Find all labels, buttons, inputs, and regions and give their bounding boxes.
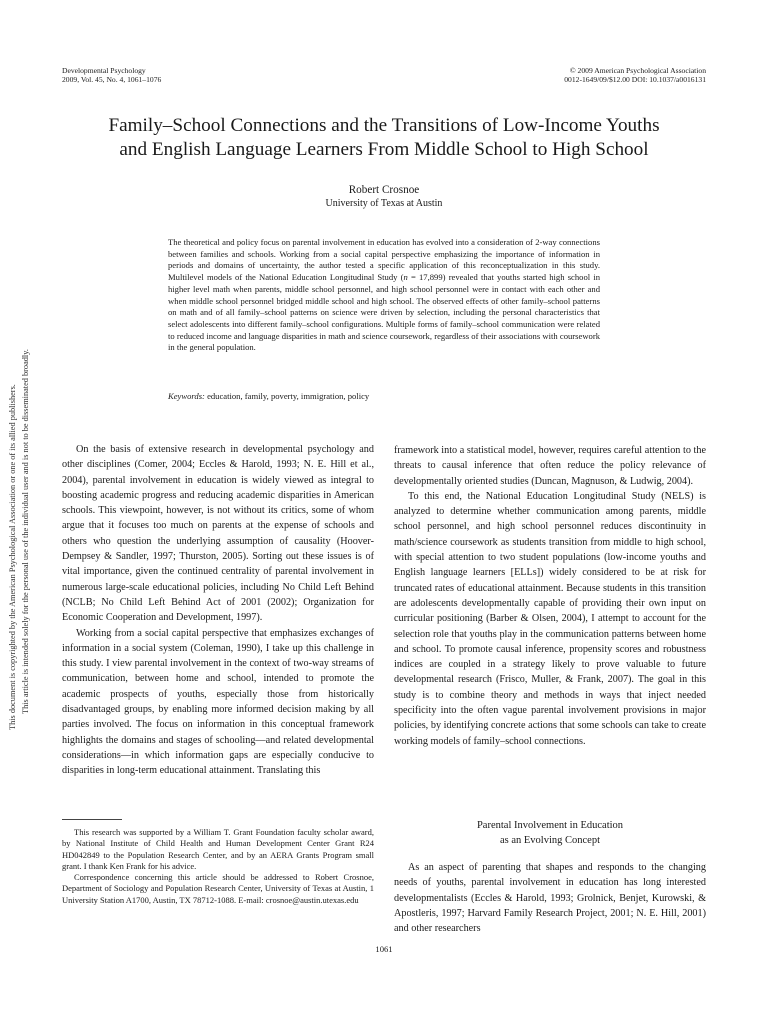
title-line-2: and English Language Learners From Middle School to High School	[119, 138, 649, 160]
abstract-part-2: = 17,899) revealed that youths started high school in higher level math when parents, middle school personnel, and high school personnel were in contact with each other and when middle school personnel bridged middle school and high school. The observed effects of other family–school patterns on math and of all family–school patterns on science were driven by selection, including the personal characteristics that select adolescents into different family–school configurations. Multiple forms of family–school communication were related to reduced income and language disparities in math and science coursework, regardless of their associations with coursework in the general population.	[168, 272, 601, 353]
copyright-notice-vertical-1: This document is copyrighted by the American Psychological Association or one of its allied publishers.	[8, 384, 17, 730]
article-title	[40, 114, 728, 161]
abstract	[168, 237, 600, 354]
running-header-right	[564, 66, 706, 84]
section-heading-line-2: as an Evolving Concept	[499, 835, 601, 846]
abstract-n-symbol: n	[403, 272, 408, 283]
body-column-left	[62, 442, 374, 779]
keywords-label: Keywords:	[168, 391, 205, 401]
running-header-left	[62, 66, 161, 84]
paragraph: As an aspect of parenting that shapes and responds to the changing needs of youths, parental involvement in education has long interested developmentalists (Eccles & Harold, 1993; Grolnick, Benjet, Kurowski, & Apostleris, 1997; Harvard Family Research Project, 2001; N. E. Hill, 2001) and other researchers	[394, 862, 706, 935]
section-heading	[394, 818, 706, 848]
journal-name: Developmental Psychology	[62, 66, 146, 75]
paragraph: To this end, the National Education Longitudinal Study (NELS) is analyzed to determine whether communication among parents, middle school personnel, and high school personnel reduces discontinuity in math/science coursework as students transition from middle to high school, with special attention to two student populations (low-income youths and English language learners [ELLs]) widely considered to be at risk for truncated rates of educational attainment. Because students in this transition are adolescents developmentally capable of providing their own input on curricular positioning (Barber & Olsen, 2004), I attempt to account for the selection role that youths play in the communication patterns between home and school. To promote causal inference, propensity scores and robustness indices are coupled in a strategy likely to prove valuable to future developmental research (Frisco, Muller, & Frank, 2007). The goal in this study is to combine theory and methods in ways that inject needed specificity into the often vague parental involvement provisions in major policies, by identifying concrete actions that some schools can take to create working models of family–school connections.	[394, 490, 706, 747]
page-number: 1061	[375, 944, 393, 954]
paragraph: Working from a social capital perspective that emphasizes exchanges of information in a social system (Coleman, 1990), I take up this challenge in this study. I view parental involvement in the context of two-way streams of communication, between home and school, intended to promote the academic prospects of youths, especially those from historically disadvantaged groups, by enabling more informed decision making by all parties involved. The focus on information in this conceptual framework highlights the domains and stages of schooling—and related developmental considerations—in which information gaps are especially conducive to disparities in long-term educational attainment. Translating this	[62, 627, 374, 777]
volume-info: 2009, Vol. 45, No. 4, 1061–1076	[62, 75, 162, 84]
body-column-right	[394, 443, 706, 749]
funding-footnote: This research was supported by a William T. Grant Foundation faculty scholar award, by National Institute of Child Health and Human Development Center Grant R24 HD042849 to the Population Research Center, and by an AERA Grants Program small grant. I thank Ken Frank for his advice.	[62, 827, 374, 871]
copyright-notice-vertical-2: This article is intended solely for the personal use of the individual user and is not to be disseminated broadly.	[21, 349, 30, 714]
copyright-line: © 2009 American Psychological Association	[569, 66, 706, 75]
paragraph: framework into a statistical model, however, requires careful attention to the threats to causal inference that often reduce the policy relevance of developmentally oriented studies (Duncan, Magnuson, & Ludwig, 2004).	[394, 445, 706, 487]
title-line-1: Family–School Connections and the Transitions of Low-Income Youths	[108, 115, 660, 136]
keywords	[168, 391, 600, 402]
section-heading-line-1: Parental Involvement in Education	[476, 820, 624, 831]
doi-line: 0012-1649/09/$12.00 DOI: 10.1037/a0016131	[564, 75, 706, 84]
footnotes	[62, 827, 374, 906]
keywords-list: education, family, poverty, immigration, policy	[204, 391, 370, 401]
author-name: Robert Crosnoe	[348, 184, 420, 196]
body-column-right-continued	[394, 860, 706, 936]
correspondence-footnote: Correspondence concerning this article should be addressed to Robert Crosnoe, Department of Sociology and Population Research Center, University of Texas at Austin, 1 University Station A1700, Austin, TX 78712-1088. E-mail: crosnoe@austin.utexas.edu	[62, 872, 374, 905]
author-affiliation: University of Texas at Austin	[325, 198, 443, 209]
abstract-part-1: The theoretical and policy focus on parental involvement in education has evolved into a consideration of 2-way connections between families and schools. Working from a social capital perspective emphasizing the importance of information in periods and domains of uncertainty, the author tested a specific application of this reconceptualization in this study. Multilevel models of the National Education Longitudinal Study (	[168, 237, 600, 283]
paragraph: On the basis of extensive research in developmental psychology and other disciplines (Comer, 2004; Eccles & Harold, 1993; N. E. Hill et al., 2004), parental involvement in education is widely viewed as integral to boosting academic progress and reducing academic disparities in American schools. This viewpoint, however, is not without its critics, some of whom argue that it focuses too much on parents at the expense of schools and others who question the underlying assumption of causality (Hoover-Dempsey & Sandler, 1997; Thurston, 2005). Sorting out these issues is of vital importance, given the continued centrality of parental involvement in numerous large-scale educational policies, including No Child Left Behind (NCLB; No Child Left Behind Act of 2001 (2002); Organization for Economic Cooperation and Development, 1997).	[62, 444, 374, 624]
footnote-rule	[62, 819, 122, 820]
